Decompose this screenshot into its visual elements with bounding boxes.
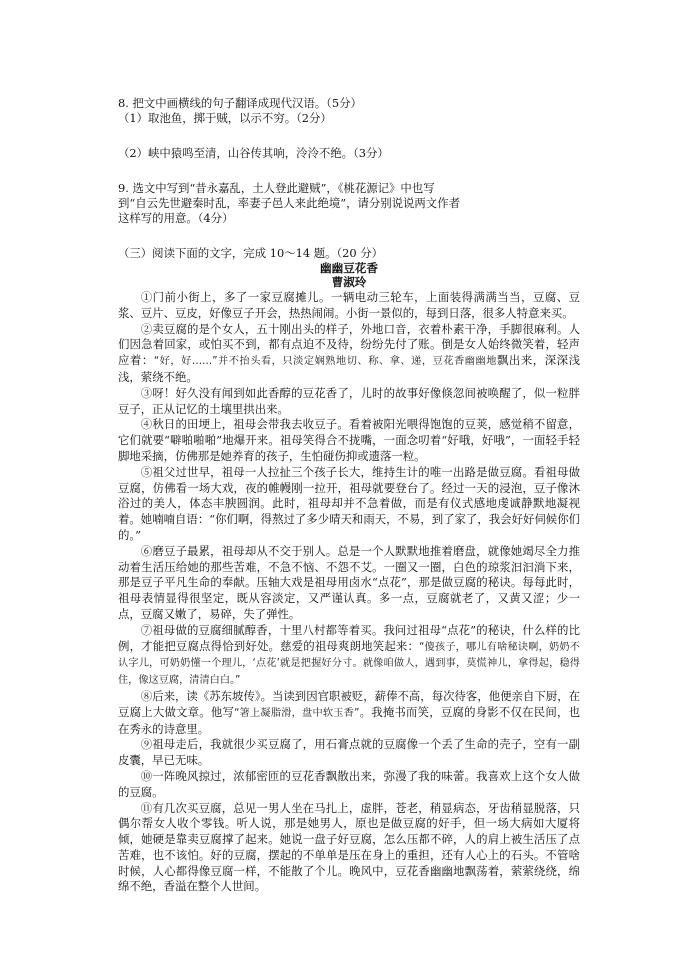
paragraph-5-quote: “你们啊，得熬过了多少晴天和雨天，不易，到了家了，我会好好伺候你们的。” bbox=[118, 512, 580, 542]
paragraph-4-part-b: 哦”，一面轻手轻脚地采摘，仿佛那是她养育的孩子，生怕碰伤抑或遗落一粒。 bbox=[118, 433, 580, 463]
paragraph-8-part-c: 。我掩书而笑，豆腐的身影不仅在民间，也在秀永的诗意里。 bbox=[118, 704, 580, 736]
paragraph-7-part-a: ⑦祖母做的豆腐细腻醇香，十里八村都等着买。我问过祖母“点花”的秘诀，什么样的比例，才能把豆腐点得恰到好处。慈爱的祖母爽朗地笑起来： bbox=[118, 622, 580, 653]
paragraph-8-quote: “箸上凝脂滑，盘中软玉香” bbox=[234, 707, 360, 719]
article-author: 曹淑玲 bbox=[331, 275, 367, 289]
paragraph-7 bbox=[118, 623, 580, 689]
paragraph-10: ⑩一阵晚风掠过，浓郁密匝的豆花香飘散出来，弥漫了我的味蕾。我喜欢上这个女人做的豆腐。 bbox=[118, 768, 580, 799]
question-9-line-2: 到“自云先世避秦时乱，率妻子邑人来此绝境”，请分别说说两文作者 bbox=[118, 196, 460, 210]
paragraph-5-part-a: ⑤祖父过世早，祖母一人拉扯三个孩子长大，维持生计的唯一出路是做豆腐。看祖母做豆腐，仿佛看一场大戏，夜的帷幔刚一拉开，祖母就要登台了。经过一天的浸泡，豆子像沐浴过的美人，体态丰腴圆润。此时，祖母却并不急着做，而是有仪式感地虔诚静默地凝视着。她喃喃自语： bbox=[118, 464, 580, 527]
section-3-heading: （三）阅读下面的文字，完成 10～14 题。（20 分） bbox=[118, 246, 384, 260]
paragraph-11: ⑪有几次买豆腐，总见一男人坐在马扎上，虚胖，苍老，稍显病态，牙齿稍显脱落，只偶尔帮女人收个零钱。听人说，那是她男人，原也是做豆腐的好手，但一场大病如大厦将倾，她硬是靠卖豆腐撑了起来。她说一盘子好豆腐，怎么压都不碎，人的肩上被生活压了点苦难，也不该怕。好的豆腐，摆起的不单单是压在身上的重担，还有人心上的石头。不管啥时候，人心都得像豆腐一样，不能散了个儿。晚风中，豆花香幽幽地飘荡着，萦萦绕绕，绵绵不绝，香溢在整个人世间。 bbox=[118, 800, 580, 894]
question-9-line-1: 9. 选文中写到“昔永嘉乱，土人登此避贼”，《桃花源记》中也写 bbox=[118, 181, 435, 195]
paragraph-4 bbox=[118, 417, 580, 464]
article-title: 幽幽豆花香 bbox=[320, 261, 378, 275]
paragraph-2-part-c: 飘出来，深深浅浅，萦绕不绝。 bbox=[118, 353, 580, 384]
paragraph-2 bbox=[118, 322, 580, 386]
question-8-sub-1: （1）取池鱼，掷于贼，以示不穷。（2分） bbox=[118, 111, 332, 125]
paragraph-8 bbox=[118, 689, 580, 737]
question-9-line-3: 这样写的用意。（4分） bbox=[118, 211, 234, 225]
paragraph-3: ③呀！好久没有闻到如此香醇的豆花香了，儿时的故事好像倏忽间被唤醒了，似一粒胖豆子，正从记忆的土壤里拱出来。 bbox=[118, 385, 580, 416]
document-page bbox=[118, 96, 580, 895]
paragraph-6: ⑥磨豆子最累，祖母却从不交于别人。总是一个人默默地推着磨盘，就像她竭尽全力推动着生活压给她的那些苦难，不急不恼、不怨不艾。一圈又一圈，白色的琼浆汩汩淌下来，那是豆子平凡生命的奉献。压轴大戏是祖母用卤水“点花”，那是做豆腐的秘诀。每每此时，祖母表情显得很坚定，既从容淡定，又严谨认真。多一点，豆腐就老了，又黄又涩；少一点，豆腐又嫩了，易碎，失了弹性。 bbox=[118, 543, 580, 621]
paragraph-7-quote: “傻孩子，哪儿有啥秘诀啊，奶奶不认字儿，可奶奶懂一个理儿，‘点花’就是把握好分寸。就像咱做人，遇到事，莫慌神儿，拿得起，稳得住，像这豆腐，清清白白。” bbox=[118, 641, 580, 687]
paragraph-1: ①门前小街上，多了一家豆腐摊儿。一辆电动三轮车，上面装得满满当当，豆腐、豆浆、豆片、豆皮，好像豆子开会，热热闹闹。小街一景似的，每到日落，很多人特意来买。 bbox=[118, 290, 580, 320]
paragraph-4-part-a: ④秋日的田埂上，祖母会带我去收豆子。看着被阳光喂得饱饱的豆荚，感觉稍不留意，它们就要“噼啪啪啪”地爆开来。祖母笑得合不拢嘴，一面念叨着“好哦，好 bbox=[118, 417, 580, 448]
paragraph-2-part-a: ②卖豆腐的是个女人，五十刚出头的样子，外地口音，衣着朴素干净，手脚很麻利。人们因急着回家，或怕买不到，都有点迫不及待，纷纷先付了账。倒是女人始终微笑着，轻声应着： bbox=[118, 321, 580, 368]
paragraph-8-part-a: ⑧后来，读《苏东坡传》。当读到因官职被贬，薪俸不高，每次待客，他便亲自下厨，在豆腐上大做文章。他写 bbox=[118, 688, 580, 719]
question-8-sub-2: （2）峡中猿鸣至清，山谷传其响，泠泠不绝。（3分） bbox=[118, 146, 389, 160]
paragraph-5 bbox=[118, 465, 580, 544]
paragraph-9: ⑨祖母走后，我就很少买豆腐了，用石膏点就的豆腐像一个丢了生命的壳子，空有一副皮囊，早已无味。 bbox=[118, 737, 580, 768]
question-8-stem: 8. 把文中画横线的句子翻译成现代汉语。（5分） bbox=[118, 96, 362, 110]
paragraph-2-quote: “好，好……”并不抬头看，只淡定娴熟地切、称、拿、递，豆花香幽幽地 bbox=[153, 356, 497, 368]
